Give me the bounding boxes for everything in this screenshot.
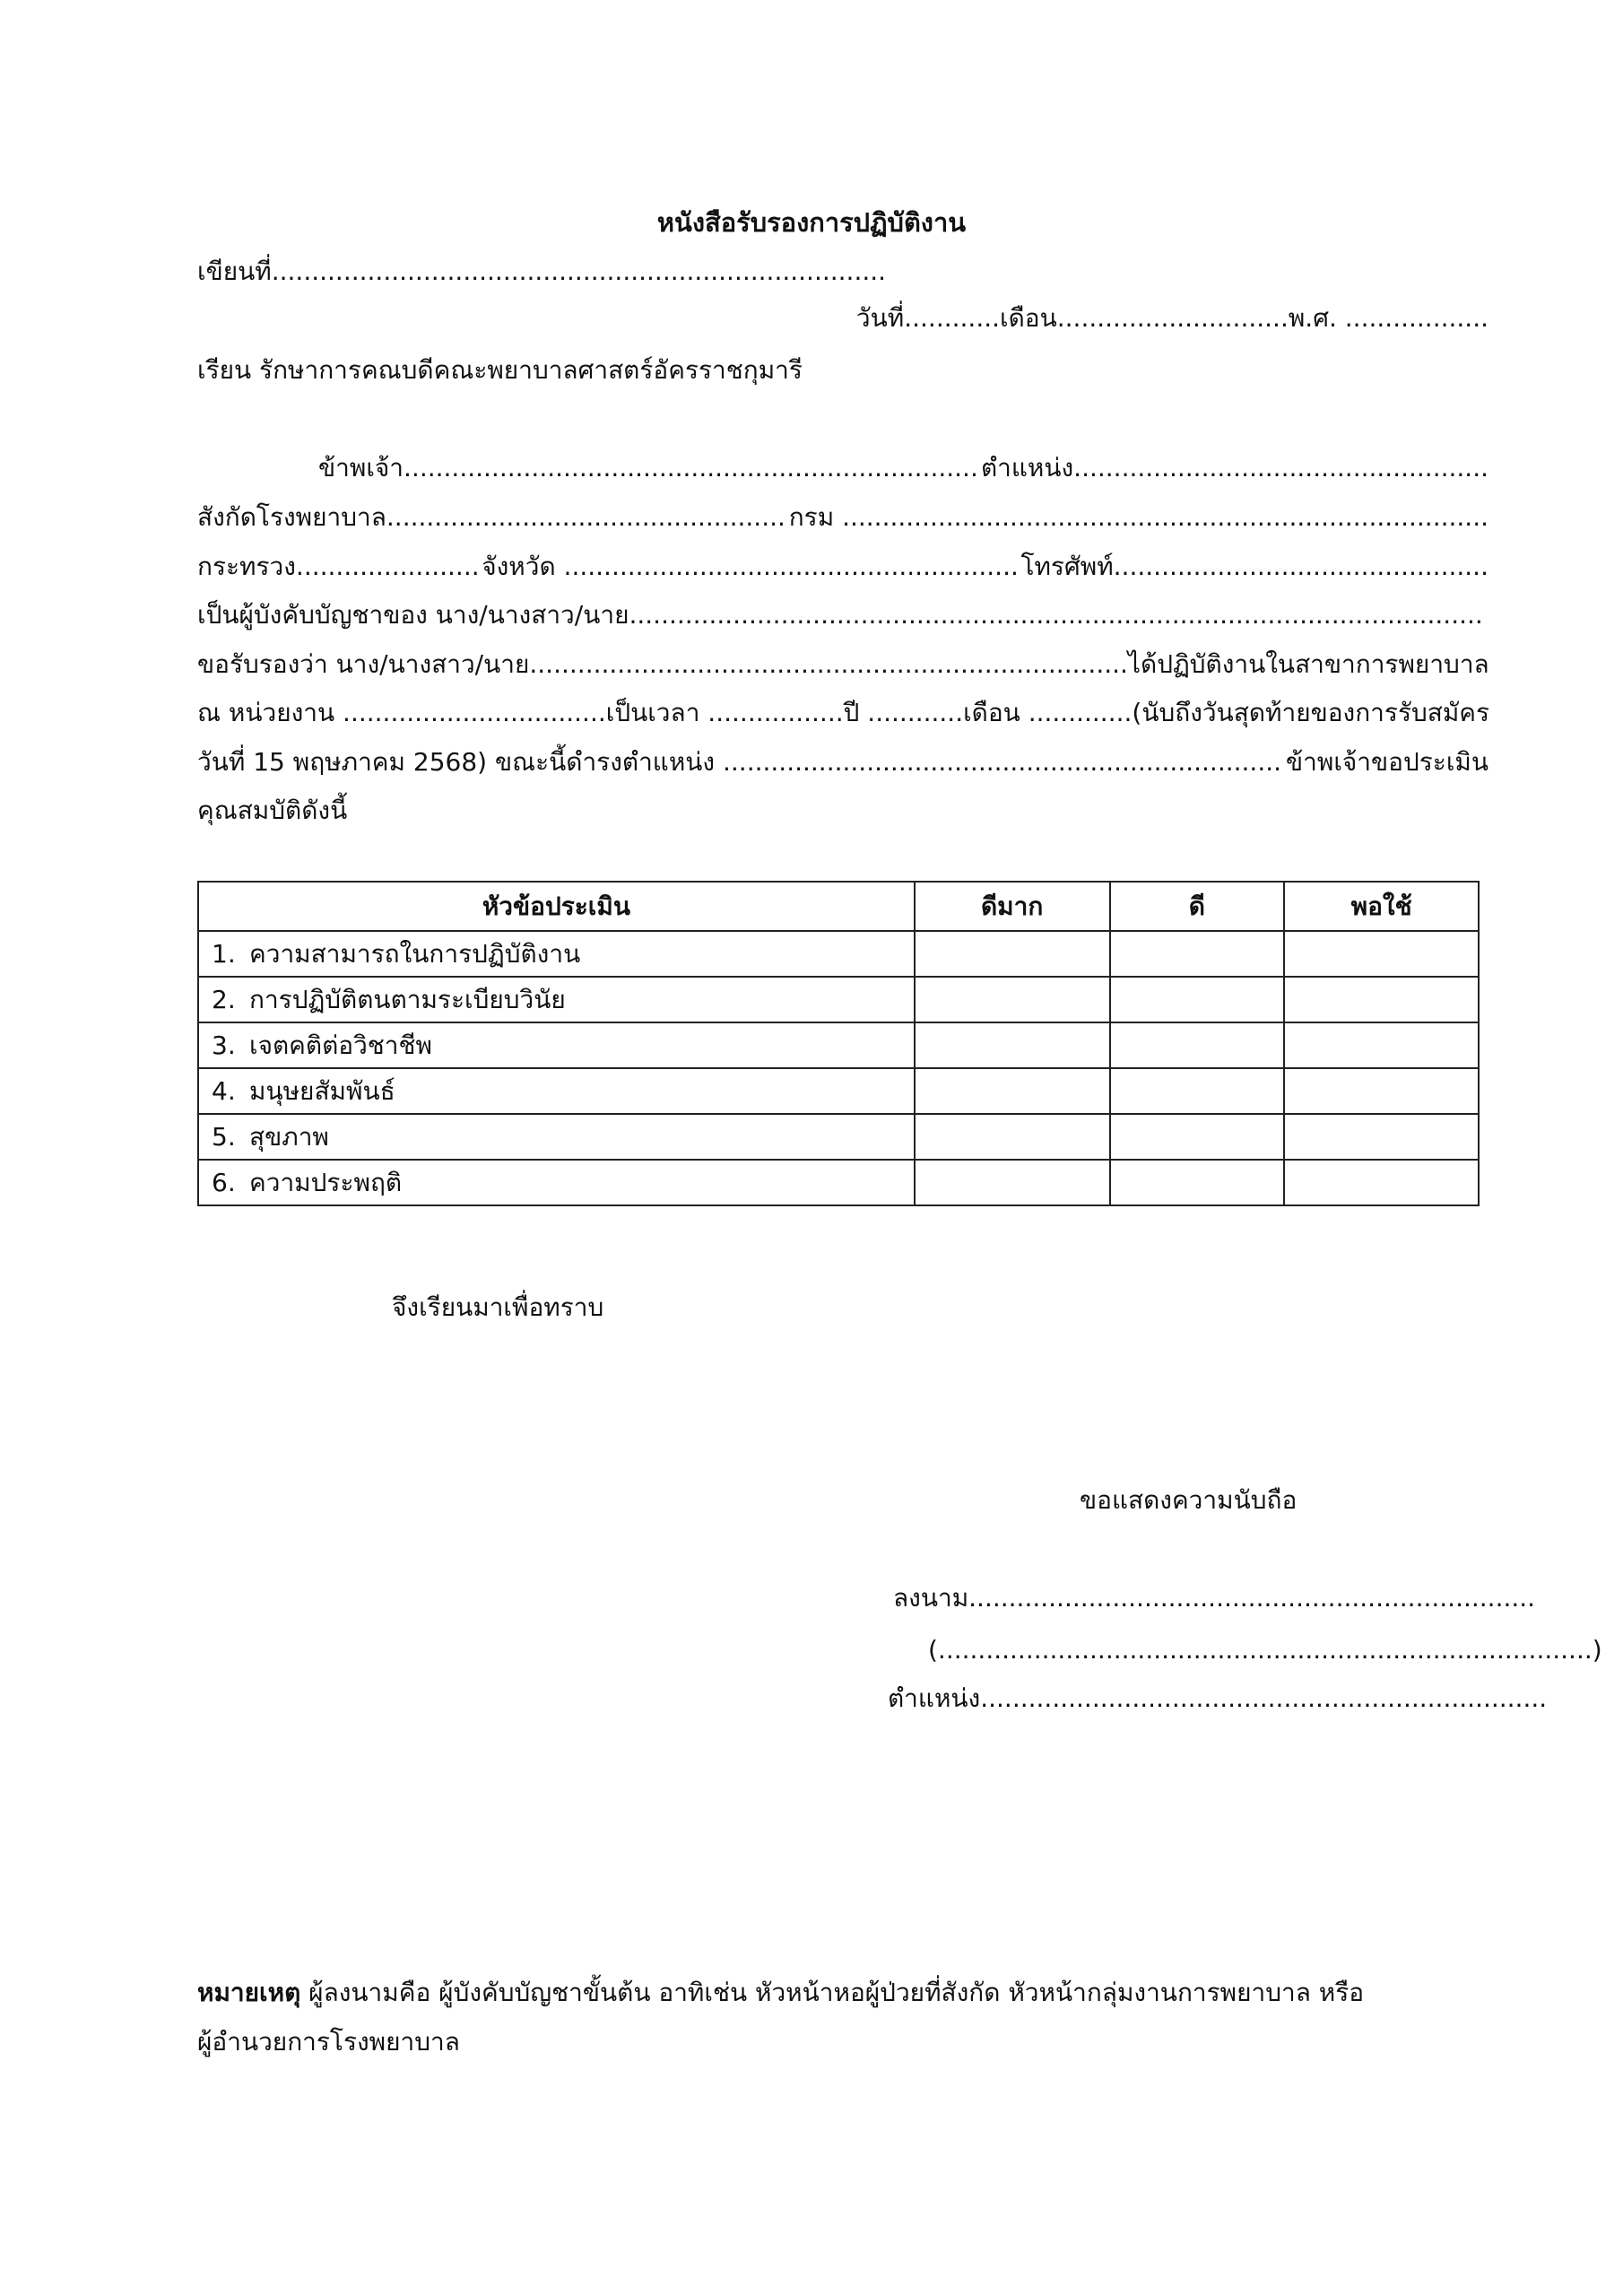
- rating-fair-cell[interactable]: [1284, 977, 1479, 1022]
- criteria-label: การปฏิบัติตนตามระเบียบวินัย: [249, 984, 566, 1014]
- rating-fair-cell[interactable]: [1284, 1022, 1479, 1068]
- rating-good-cell[interactable]: [1110, 1160, 1285, 1205]
- row-number: 1.: [212, 938, 236, 969]
- supervisor-of-field[interactable]: เป็นผู้บังคับบัญชาของ นาง/นางสาว/นาย...........................................................................................................: [197, 600, 1483, 630]
- evaluation-table: [197, 881, 1480, 1206]
- department-field[interactable]: กรม .................................................................................: [788, 502, 1488, 532]
- current-position-field[interactable]: วันที่ 15 พฤษภาคม 2568) ขณะนี้ดำรงตำแหน่ง ......................................................................: [197, 747, 1282, 777]
- criteria-cell: [198, 931, 915, 977]
- document-title: หนังสือรับรองการปฏิบัติงาน: [656, 207, 967, 238]
- date-field[interactable]: วันที่............เดือน.............................พ.ศ. ..................: [855, 303, 1488, 333]
- rating-excellent-cell[interactable]: [915, 1114, 1110, 1160]
- work-duration-field[interactable]: ณ หน่วยงาน .................................เป็นเวลา .................ปี ............เดือน .............(นับถึงวันสุดท้ายของการรับสมัคร: [197, 698, 1490, 727]
- criteria-cell: [198, 977, 915, 1022]
- hospital-field[interactable]: สังกัดโรงพยาบาล..................................................: [197, 502, 785, 532]
- criteria-label: ความประพฤติ: [249, 1167, 403, 1197]
- table-header-row: [198, 882, 1479, 931]
- note-line-1: [197, 1975, 1488, 2011]
- body-line-2: [197, 500, 1488, 535]
- rating-good-cell[interactable]: [1110, 1022, 1285, 1068]
- closing-inform: จึงเรียนมาเพื่อทราบ: [392, 1292, 604, 1322]
- note-label: หมายเหตุ: [197, 1978, 301, 2007]
- header-criteria: หัวข้อประเมิน: [198, 882, 915, 931]
- criteria-label: มนุษยสัมพันธ์: [249, 1075, 395, 1106]
- header-fair: พอใช้: [1284, 882, 1479, 931]
- criteria-label: สุขภาพ: [249, 1121, 329, 1152]
- header-good: ดี: [1110, 882, 1285, 931]
- ministry-field[interactable]: กระทรวง.......................: [197, 552, 480, 581]
- note-line-2: ผู้อำนวยการโรงพยาบาล: [197, 2027, 460, 2057]
- table-row: [198, 1022, 1479, 1068]
- rating-excellent-cell[interactable]: [915, 1022, 1110, 1068]
- criteria-cell: [198, 1068, 915, 1114]
- signature-field[interactable]: ลงนาม.......................................................................: [893, 1583, 1536, 1613]
- rating-good-cell[interactable]: [1110, 977, 1285, 1022]
- row-number: 3.: [212, 1030, 236, 1060]
- signer-name-field[interactable]: (..................................................................................): [928, 1635, 1602, 1665]
- certified-person-field[interactable]: ขอรับรองว่า นาง/นางสาว/นาย...........................................................................: [197, 649, 1128, 679]
- rating-good-cell[interactable]: [1110, 1068, 1285, 1114]
- table-row: [198, 1114, 1479, 1160]
- rating-fair-cell[interactable]: [1284, 1114, 1479, 1160]
- criteria-label: ความสามารถในการปฏิบัติงาน: [249, 938, 581, 969]
- row-number: 5.: [212, 1121, 236, 1152]
- addressee: เรียน รักษาการคณบดีคณะพยาบาลศาสตร์อัครราชกุมารี: [197, 355, 803, 385]
- body-line-5: [197, 647, 1488, 683]
- criteria-cell: [198, 1160, 915, 1205]
- closing-regards: ขอแสดงความนับถือ: [1080, 1485, 1298, 1515]
- signer-position-field[interactable]: ตำแหน่ง.......................................................................: [888, 1683, 1548, 1713]
- rating-fair-cell[interactable]: [1284, 931, 1479, 977]
- table-row: [198, 977, 1479, 1022]
- name-field[interactable]: ข้าพเจ้า........................................................................: [318, 453, 978, 483]
- rating-excellent-cell[interactable]: [915, 931, 1110, 977]
- rating-good-cell[interactable]: [1110, 931, 1285, 977]
- criteria-cell: [198, 1114, 915, 1160]
- table-row: [198, 1160, 1479, 1205]
- rating-good-cell[interactable]: [1110, 1114, 1285, 1160]
- criteria-cell: [198, 1022, 915, 1068]
- body-line-1: [197, 450, 1488, 486]
- nursing-branch-text: ได้ปฏิบัติงานในสาขาการพยาบาล: [1127, 649, 1489, 679]
- rating-excellent-cell[interactable]: [915, 1160, 1110, 1205]
- table-row: [198, 931, 1479, 977]
- body-line-3: [197, 549, 1488, 585]
- qualifications-text: คุณสมบัติดังนี้: [197, 796, 348, 825]
- row-number: 6.: [212, 1167, 236, 1197]
- body-line-7: [197, 744, 1488, 780]
- row-number: 4.: [212, 1075, 236, 1106]
- note-text-1: ผู้ลงนามคือ ผู้บังคับบัญชาขั้นต้น อาทิเช่น หัวหน้าหอผู้ป่วยที่สังกัด หัวหน้ากลุ่มงานการพยาบาล หรือ: [300, 1978, 1365, 2007]
- rating-excellent-cell[interactable]: [915, 977, 1110, 1022]
- rating-fair-cell[interactable]: [1284, 1068, 1479, 1114]
- criteria-label: เจตคติต่อวิชาชีพ: [249, 1030, 432, 1060]
- rating-fair-cell[interactable]: [1284, 1160, 1479, 1205]
- position-field[interactable]: ตำแหน่ง....................................................: [980, 453, 1488, 483]
- assess-text: ข้าพเจ้าขอประเมิน: [1286, 747, 1488, 777]
- header-excellent: ดีมาก: [915, 882, 1110, 931]
- rating-excellent-cell[interactable]: [915, 1068, 1110, 1114]
- row-number: 2.: [212, 984, 236, 1014]
- phone-field[interactable]: โทรศัพท์...............................................: [1020, 552, 1488, 581]
- written-at-field[interactable]: เขียนที่.............................................................................: [197, 257, 887, 286]
- table-row: [198, 1068, 1479, 1114]
- province-field[interactable]: จังหวัด .........................................................: [482, 552, 1019, 581]
